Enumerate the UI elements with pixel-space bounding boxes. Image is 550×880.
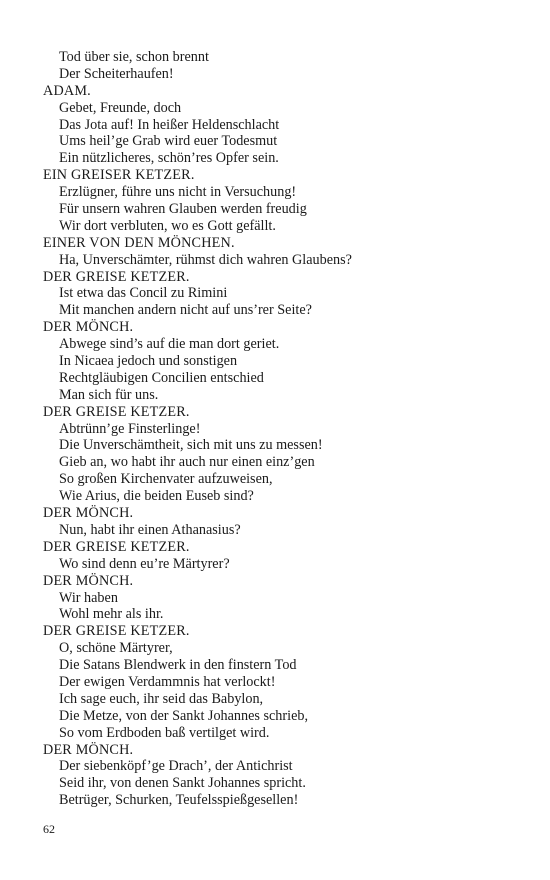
verse-line: Ist etwa das Concil zu Rimini <box>59 285 228 302</box>
verse-line: Wir haben <box>59 589 118 606</box>
speaker-name: DER GREISE KETZER. <box>43 403 190 420</box>
verse-line: Mit manchen andern nicht auf uns’rer Seite? <box>59 302 312 319</box>
speaker-name: DER MÖNCH. <box>43 572 134 589</box>
verse-line: Man sich für uns. <box>59 386 159 403</box>
verse-line: Wo sind denn eu’re Märtyrer? <box>59 555 230 572</box>
verse-line: Das Jota auf! In heißer Heldenschlacht <box>59 116 280 133</box>
verse-line: Für unsern wahren Glauben werden freudig <box>59 201 307 218</box>
verse-line: Ha, Unverschämter, rühmst dich wahren Glaubens? <box>59 251 352 268</box>
verse-line: Rechtgläubigen Concilien entschied <box>59 369 264 386</box>
page-number: 62 <box>43 822 55 836</box>
verse-line: Betrüger, Schurken, Teufelsspießgesellen! <box>59 792 299 809</box>
speaker-name: DER MÖNCH. <box>43 505 134 522</box>
verse-line: Tod über sie, schon brennt <box>59 49 209 65</box>
speaker-name: EIN GREISER KETZER. <box>43 167 195 184</box>
verse-line: Abwege sind’s auf die man dort geriet. <box>59 336 280 353</box>
verse-line: Erzlügner, führe uns nicht in Versuchung! <box>59 184 297 201</box>
speaker-name: ADAM. <box>43 82 91 99</box>
verse-line: In Nicaea jedoch und sonstigen <box>59 353 238 370</box>
verse-line: Wie Arius, die beiden Euseb sind? <box>59 488 254 505</box>
speaker-name: DER MÖNCH. <box>43 741 134 758</box>
verse-line: Der siebenköpf’ge Drach’, der Antichrist <box>59 758 293 775</box>
verse-line: So vom Erdboden baß vertilget wird. <box>59 724 270 741</box>
verse-line: Gieb an, wo habt ihr auch nur einen einz’gen <box>59 454 315 471</box>
verse-line: Wohl mehr als ihr. <box>59 606 164 623</box>
verse-line: Wir dort verbluten, wo es Gott gefällt. <box>59 217 276 234</box>
verse-line: Seid ihr, von denen Sankt Johannes spricht. <box>59 775 306 792</box>
verse-line: Abtrünn’ge Finsterlinge! <box>59 420 201 437</box>
speaker-name: EINER VON DEN MÖNCHEN. <box>43 234 235 251</box>
verse-line: Ums heil’ge Grab wird euer Todesmut <box>59 133 278 150</box>
speaker-name: DER GREISE KETZER. <box>43 538 190 555</box>
speaker-name: DER GREISE KETZER. <box>43 268 190 285</box>
verse-line: Die Satans Blendwerk in den finstern Tod <box>59 657 297 674</box>
verse-line: Gebet, Freunde, doch <box>59 99 182 116</box>
verse-line: Ich sage euch, ihr seid das Babylon, <box>59 690 264 707</box>
verse-line: So großen Kirchenvater aufzuweisen, <box>59 471 273 488</box>
verse-line: Die Metze, von der Sankt Johannes schrieb, <box>59 707 309 724</box>
verse-line: O, schöne Märtyrer, <box>59 640 173 657</box>
speaker-name: DER MÖNCH. <box>43 319 134 336</box>
speaker-name: DER GREISE KETZER. <box>43 623 190 640</box>
drama-text <box>43 49 513 809</box>
verse-line: Die Unverschämtheit, sich mit uns zu messen! <box>59 437 323 454</box>
verse-line: Nun, habt ihr einen Athanasius? <box>59 521 241 538</box>
verse-line: Der Scheiterhaufen! <box>59 65 174 82</box>
verse-line: Ein nützlicheres, schön’res Opfer sein. <box>59 150 279 167</box>
verse-line: Der ewigen Verdammnis hat verlockt! <box>59 673 276 690</box>
